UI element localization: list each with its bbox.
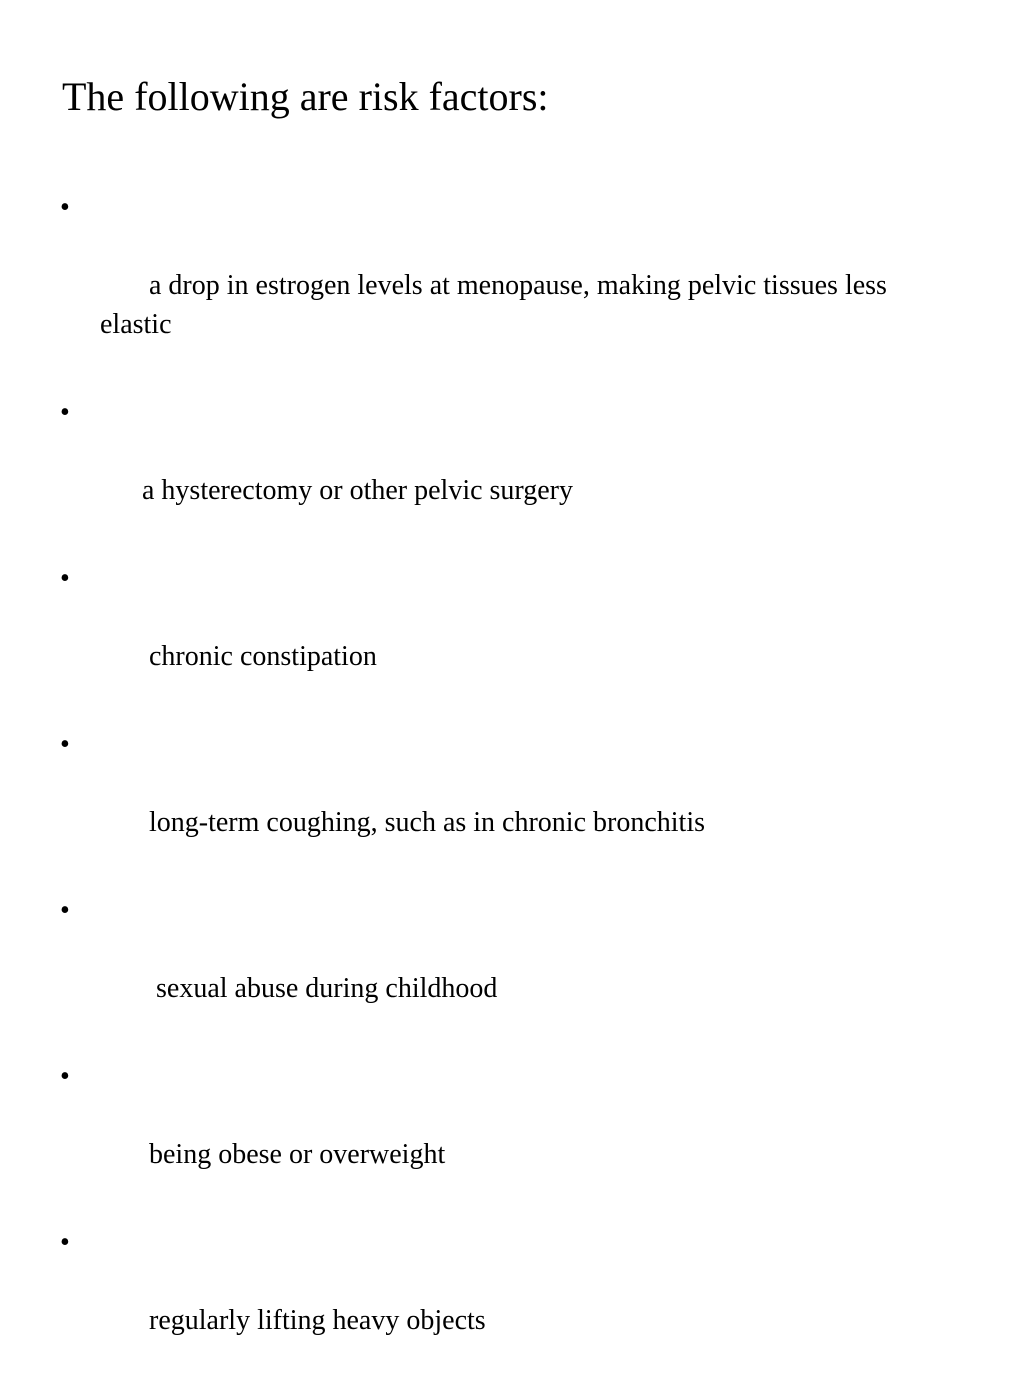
bullet-icon: • xyxy=(60,397,70,428)
list-item-text: regularly lifting heavy objects xyxy=(142,1305,486,1336)
list-item xyxy=(0,188,960,383)
list-item xyxy=(0,725,960,881)
bullet-icon: • xyxy=(60,563,70,594)
bullet-icon: • xyxy=(60,192,70,223)
risk-factors-list xyxy=(0,188,1024,1389)
bullet-icon: • xyxy=(60,729,70,760)
list-item-text: being obese or overweight xyxy=(142,1139,446,1170)
bullet-icon: • xyxy=(60,1061,70,1092)
bullet-icon: • xyxy=(60,1227,70,1258)
list-item-text: sexual abuse during childhood xyxy=(142,973,498,1004)
bullet-icon: • xyxy=(60,895,70,926)
list-item-text: chronic constipation xyxy=(142,641,377,672)
list-item xyxy=(0,1057,960,1213)
list-item xyxy=(0,1223,960,1379)
list-item xyxy=(0,891,960,1047)
slide-title: The following are risk factors: xyxy=(62,74,549,119)
list-item xyxy=(0,559,960,715)
list-item-text: long-term coughing, such as in chronic bronchitis xyxy=(142,807,705,838)
list-item-text: a hysterectomy or other pelvic surgery xyxy=(142,475,574,506)
list-item-text: a drop in estrogen levels at menopause, making pelvic tissues less elastic xyxy=(100,270,894,340)
list-item xyxy=(0,393,960,549)
